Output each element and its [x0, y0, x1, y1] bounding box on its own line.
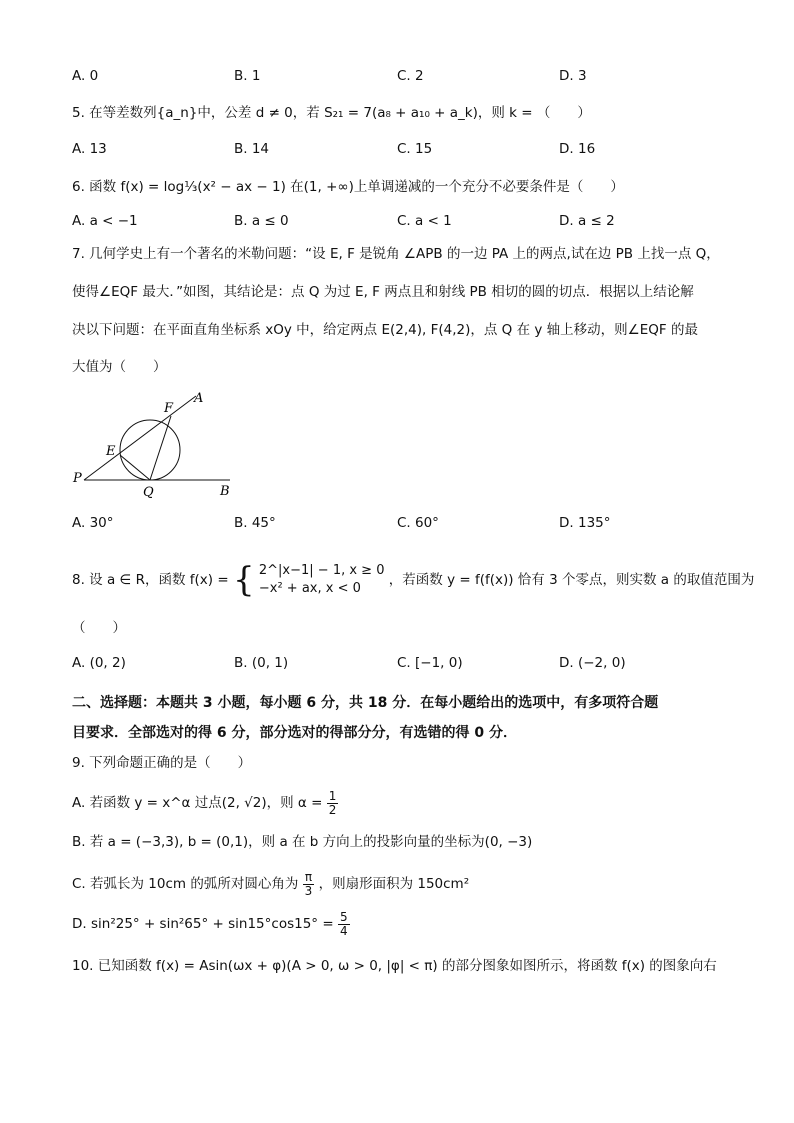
- q7-line-3: 决以下问题：在平面直角坐标系 xOy 中，给定两点 E(2,4), F(4,2)，点 Q 在 y 轴上移动，则∠EQF 的最: [72, 322, 698, 338]
- q6-option-c: C. a < 1: [397, 213, 452, 229]
- q9-stem: 9. 下列命题正确的是（ ）: [72, 755, 252, 771]
- q8-option-c: C. [−1, 0): [397, 655, 463, 671]
- q4-option-b: B. 1: [234, 68, 261, 84]
- label-b: B: [220, 484, 230, 499]
- q4-option-d: D. 3: [559, 68, 587, 84]
- q9-c-fraction: [303, 871, 315, 898]
- q9-option-c-text: C. 若弧长为 10cm 的弧所对圆心角为: [72, 876, 299, 892]
- q9-d-den: 4: [339, 923, 348, 938]
- q8-options: [72, 655, 732, 675]
- q7-line-1: 7. 几何学史上有一个著名的米勒问题：“设 E, F 是锐角 ∠APB 的一边 PA 上的两点,试在边 PB 上找一点 Q，: [72, 246, 720, 262]
- q6-option-d: D. a ≤ 2: [559, 213, 615, 229]
- q8-cases: [259, 562, 385, 598]
- q7-option-a: A. 30°: [72, 515, 114, 531]
- label-a: A: [194, 391, 204, 406]
- q4-option-a: A. 0: [72, 68, 99, 84]
- q8-option-b: B. (0, 1): [234, 655, 289, 671]
- q10-line-1: 10. 已知函数 f(x) = Asin(ωx + φ)(A > 0, ω > 0, |φ| < π) 的部分图象如图所示，将函数 f(x) 的图象向右: [72, 958, 717, 974]
- q8-stem: [72, 560, 754, 600]
- q5-option-d: D. 16: [559, 141, 596, 157]
- q7-options: [72, 515, 732, 535]
- q7-option-d: D. 135°: [559, 515, 611, 531]
- q8-option-d: D. (−2, 0): [559, 655, 626, 671]
- ray-pa: [84, 396, 196, 480]
- q9-option-d-text: D. sin²25° + sin²65° + sin15°cos15° =: [72, 916, 334, 932]
- q9-a-num: 1: [328, 788, 337, 803]
- q8-option-a: A. (0, 2): [72, 655, 126, 671]
- q9-a-fraction: [327, 790, 339, 817]
- segment-fq: [150, 416, 171, 480]
- q5-option-c: C. 15: [397, 141, 433, 157]
- q8-brace: {: [232, 560, 255, 600]
- label-e: E: [106, 444, 116, 459]
- q7-line-2: 使得∠EQF 最大．”如图，其结论是：点 Q 为过 E, F 两点且和射线 PB 相切的圆的切点．根据以上结论解: [72, 284, 694, 300]
- q8-pre: 8. 设 a ∈ R，函数 f(x) =: [72, 572, 229, 588]
- q6-stem: 6. 函数 f(x) = log⅓(x² − ax − 1) 在(1, +∞)上单调递减的一个充分不必要条件是（ ）: [72, 179, 624, 195]
- q9-a-den: 2: [328, 802, 337, 817]
- label-q: Q: [143, 485, 154, 500]
- q8-line-2: （ ）: [72, 620, 126, 636]
- q9-c-num: π: [303, 871, 315, 885]
- q8-post: ，若函数 y = f(f(x)) 恰有 3 个零点，则实数 a 的取值范围为: [388, 572, 755, 588]
- q6-options: [72, 213, 732, 233]
- q5-stem: 5. 在等差数列{a_n}中，公差 d ≠ 0，若 S₂₁ = 7(a₈ + a₁₀ + a_k)，则 k = （ ）: [72, 105, 591, 121]
- q8-case-1: 2^|x−1| − 1, x ≥ 0: [258, 563, 385, 578]
- q9-option-d: [72, 908, 350, 940]
- q9-c-den: 3: [304, 883, 313, 898]
- q6-option-a: A. a < −1: [72, 213, 138, 229]
- tangent-circle: [120, 420, 180, 480]
- q9-option-c-post: ，则扇形面积为 150cm²: [318, 876, 470, 892]
- q8-case-2: −x² + ax, x < 0: [258, 581, 361, 596]
- label-p: P: [73, 471, 82, 486]
- q4-options: [72, 68, 732, 88]
- q6-option-b: B. a ≤ 0: [234, 213, 289, 229]
- q9-option-c: [72, 868, 469, 900]
- q5-options: [72, 141, 732, 161]
- q7-option-c: C. 60°: [397, 515, 439, 531]
- q5-option-b: B. 14: [234, 141, 270, 157]
- label-f: F: [164, 401, 174, 416]
- q7-line-4: 大值为（ ）: [72, 359, 167, 375]
- miller-figure: [72, 388, 247, 500]
- section-2-heading: 二、选择题：本题共 3 小题，每小题 6 分，共 18 分．在每小题给出的选项中，有多项符合题: [72, 695, 659, 711]
- q9-d-num: 5: [339, 909, 348, 924]
- q9-option-a: [72, 788, 338, 818]
- q4-option-c: C. 2: [397, 68, 424, 84]
- q7-option-b: B. 45°: [234, 515, 276, 531]
- section-2-heading-cont: 目要求．全部选对的得 6 分，部分选对的得部分分，有选错的得 0 分．: [72, 725, 517, 741]
- q9-option-b: B. 若 a = (−3,3), b = (0,1)，则 a 在 b 方向上的投影向量的坐标为(0, −3): [72, 834, 533, 850]
- q5-option-a: A. 13: [72, 141, 107, 157]
- q9-option-a-text: A. 若函数 y = x^α 过点(2, √2)，则 α =: [72, 795, 323, 811]
- q9-d-fraction: [338, 911, 350, 938]
